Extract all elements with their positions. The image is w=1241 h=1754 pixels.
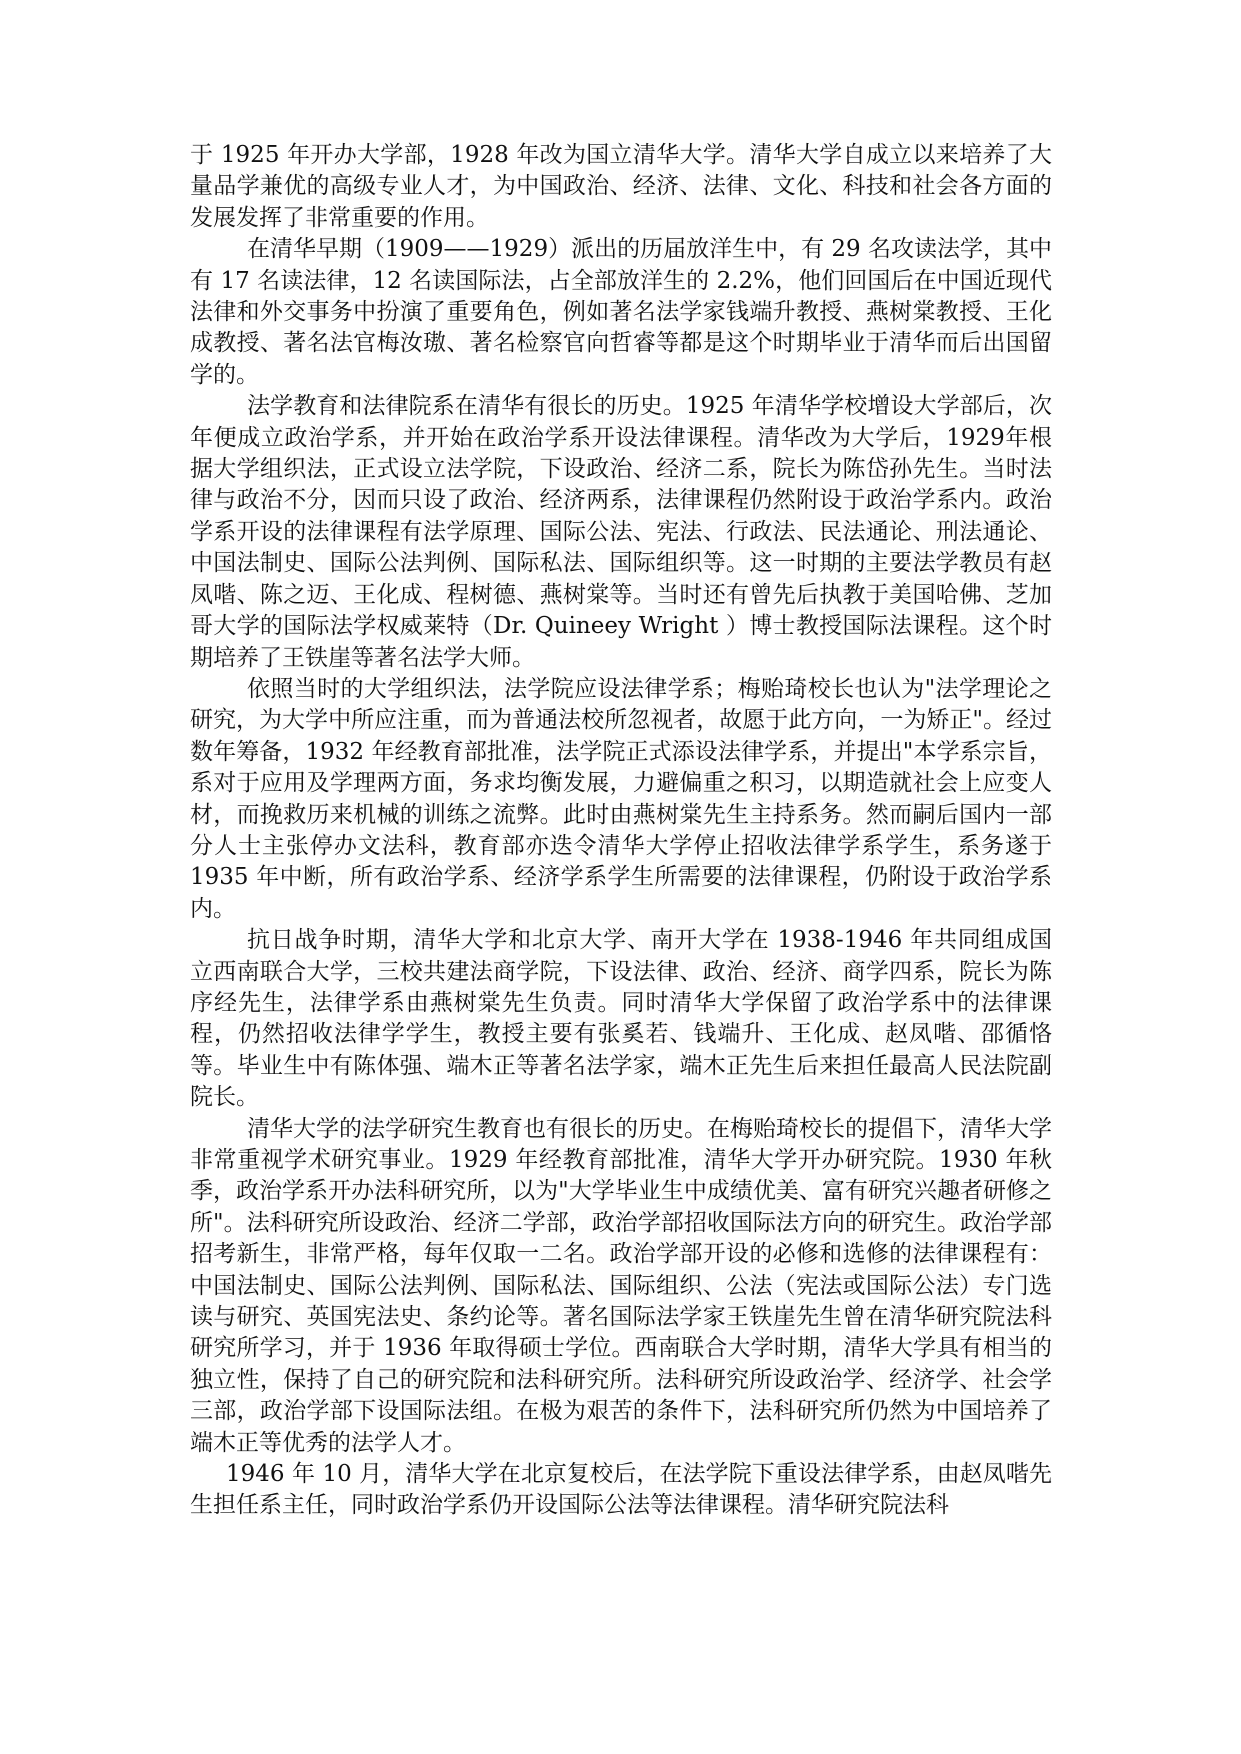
- paragraph-3: 法学教育和法律院系在清华有很长的历史。1925 年清华学校增设大学部后，次年便成立政治学系，并开始在政治学系开设法律课程。清华改为大学后，1929年根据大学组织法，正式设立法学院，下设政治、经济二系，院长为陈岱孙先生。当时法律与政治不分，因而只设了政治、经济两系，法律课程仍然附设于政治学系内。政治学系开设的法律课程有法学原理、国际公法、宪法、行政法、民法通论、刑法通论、中国法制史、国际公法判例、国际私法、国际组织等。这一时期的主要法学教员有赵凤喈、陈之迈、王化成、程树德、燕树棠等。当时还有曾先后执教于美国哈佛、芝加哥大学的国际法学权威莱特（Dr. Quineey Wright ）博士教授国际法课程。这个时期培养了王铁崖等著名法学大师。: [190, 393, 1052, 671]
- paragraph-6: 清华大学的法学研究生教育也有很长的历史。在梅贻琦校长的提倡下，清华大学非常重视学术研究事业。1929 年经教育部批准，清华大学开办研究院。1930 年秋季，政治学系开办法科研究所，以为"大学毕业生中成绩优美、富有研究兴趣者研修之所"。法科研究所设政治、经济二学部，政治学部招收国际法方向的研究生。政治学部招考新生，非常严格，每年仅取一二名。政治学部开设的必修和选修的法律课程有：中国法制史、国际公法判例、国际私法、国际组织、公法（宪法或国际公法）专门选读与研究、英国宪法史、条约论等。著名国际法学家王铁崖先生曾在清华研究院法科研究所学习，并于 1936 年取得硕士学位。西南联合大学时期，清华大学具有相当的独立性，保持了自己的研究院和法科研究所。法科研究所设政治学、经济学、社会学三部，政治学部下设国际法组。在极为艰苦的条件下，法科研究所仍然为中国培养了端木正等优秀的法学人才。: [190, 1115, 1052, 1456]
- paragraph-2: 在清华早期（1909——1929）派出的历届放洋生中，有 29 名攻读法学，其中有 17 名读法律，12 名读国际法，占全部放洋生的 2.2%，他们回国后在中国近现代法律和外交事务中扮演了重要角色，例如著名法学家钱端升教授、燕树棠教授、王化成教授、著名法官梅汝璈、著名检察官向哲睿等都是这个时期毕业于清华而后出国留学的。: [190, 236, 1052, 388]
- paragraph-1: 于 1925 年开办大学部，1928 年改为国立清华大学。清华大学自成立以来培养了大量品学兼优的高级专业人才，为中国政治、经济、法律、文化、科技和社会各方面的发展发挥了非常重要的作用。: [190, 142, 1052, 231]
- paragraph-4: 依照当时的大学组织法，法学院应设法律学系；梅贻琦校长也认为"法学理论之研究，为大学中所应注重，而为普通法校所忽视者，故愿于此方向，一为矫正"。经过数年筹备，1932 年经教育部批准，法学院正式添设法律学系，并提出"本学系宗旨，系对于应用及学理两方面，务求均衡发展，力避偏重之积习，以期造就社会上应变人材，而挽救历来机械的训练之流弊。此时由燕树棠先生主持系务。然而嗣后国内一部分人士主张停办文法科，教育部亦迭令清华大学停止招收法律学系学生，系务遂于 1935 年中断，所有政治学系、经济学系学生所需要的法律课程，仍附设于政治学系内。: [190, 675, 1052, 922]
- paragraph-5: 抗日战争时期，清华大学和北京大学、南开大学在 1938-1946 年共同组成国立西南联合大学，三校共建法商学院，下设法律、政治、经济、商学四系，院长为陈序经先生，法律学系由燕树棠先生负责。同时清华大学保留了政治学系中的法律课程，仍然招收法律学学生，教授主要有张奚若、钱端升、王化成、赵凤喈、邵循恪等。毕业生中有陈体强、端木正等著名法学家，端木正先生后来担任最高人民法院副院长。: [190, 927, 1052, 1111]
- document-page: [190, 140, 1052, 1522]
- paragraph-7: 1946 年 10 月，清华大学在北京复校后，在法学院下重设法律学系，由赵凤喈先生担任系主任，同时政治学系仍开设国际公法等法律课程。清华研究院法科: [190, 1461, 1052, 1519]
